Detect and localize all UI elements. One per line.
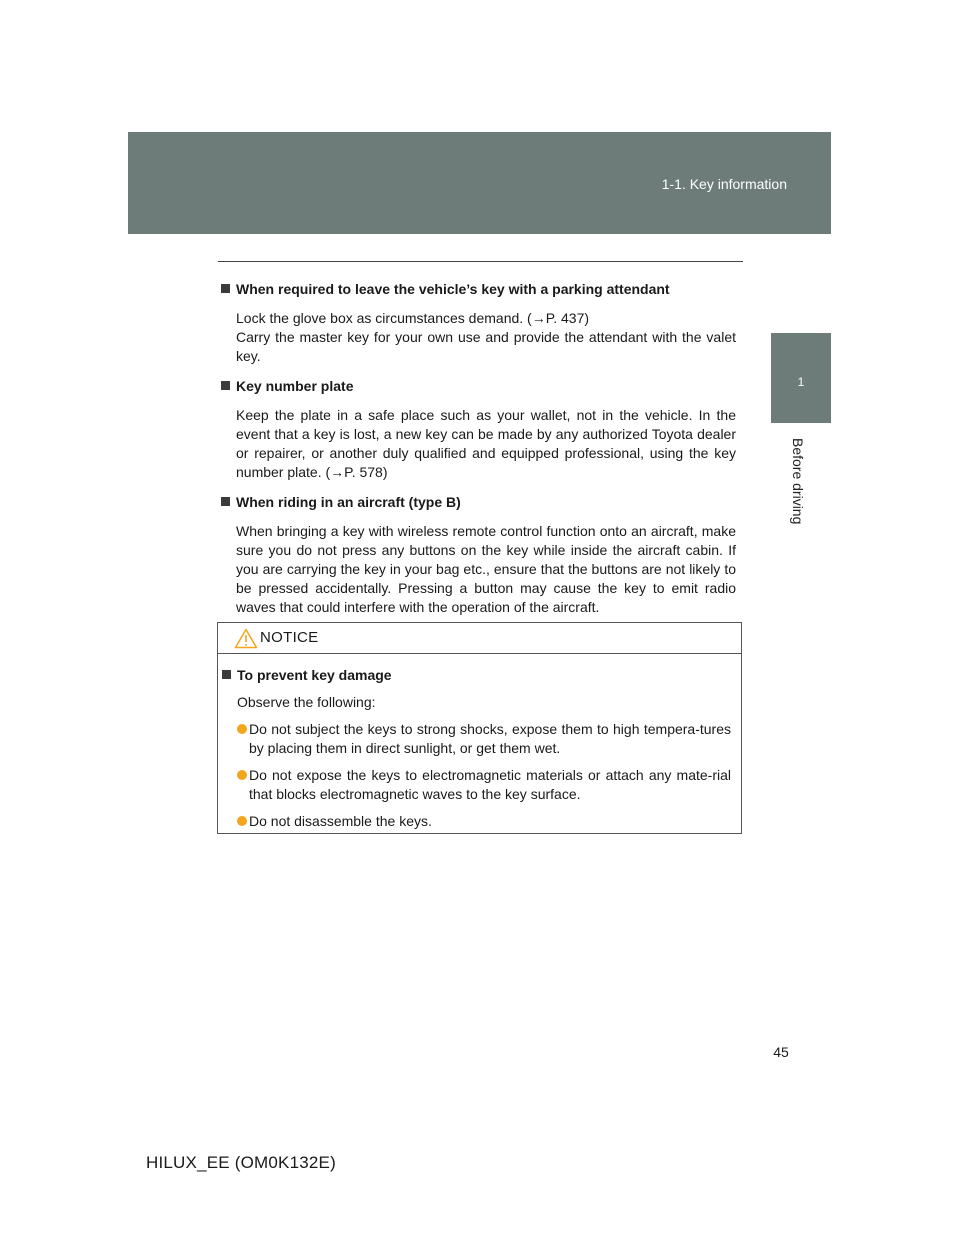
notice-heading: To prevent key damage <box>237 667 392 683</box>
info-item-key-number-plate <box>221 377 736 482</box>
bullet-dot-icon <box>237 770 247 780</box>
bullet-text: Do not disassemble the keys. <box>249 813 432 829</box>
bullet-text: Do not subject the keys to strong shocks, expose them to high tempera-tures by placing them in direct sunlight, or get them wet. <box>249 721 731 756</box>
notice-title: NOTICE <box>260 629 319 646</box>
bullet-dot-icon <box>237 816 247 826</box>
item-body-line: Keep the plate in a safe place such as your wallet, not in the vehicle. In the event that a key is lost, a new key can be made by any authorized Toyota dealer or repairer, or another duly qualified and equipped professional, using the key number plate. (→P. 578) <box>236 407 736 480</box>
square-bullet-icon <box>222 670 231 679</box>
info-item-parking-attendant <box>221 280 736 366</box>
item-heading: Key number plate <box>236 378 354 394</box>
list-item <box>237 812 731 831</box>
notice-intro: Observe the following: <box>237 694 376 710</box>
notice-box <box>217 622 742 834</box>
warning-triangle-icon <box>234 628 258 649</box>
notice-bullet-list <box>222 720 731 831</box>
header-band <box>128 132 831 234</box>
chapter-tab <box>771 333 831 423</box>
list-item <box>237 766 731 804</box>
chapter-number: 1 <box>797 375 805 389</box>
item-heading: When riding in an aircraft (type B) <box>236 494 461 510</box>
bullet-text: Do not expose the keys to electromagnetic materials or attach any mate-rial that blocks electromagnetic waves to the key surface. <box>249 767 731 802</box>
list-item <box>237 720 731 758</box>
item-body-line: When bringing a key with wireless remote control function onto an aircraft, make sure you do not press any buttons on the key while inside the aircraft cabin. If you are carrying the key in your bag etc., ensure that the buttons are not likely to be pressed accidentally. Pressing a button may cause the key to emit radio waves that could interfere with the operation of the aircraft. <box>236 523 736 615</box>
notice-body <box>218 654 741 831</box>
section-title: 1-1. Key information <box>661 176 787 192</box>
document-code: HILUX_EE (OM0K132E) <box>146 1153 336 1172</box>
chapter-label: Before driving <box>790 438 806 525</box>
square-bullet-icon <box>221 284 230 293</box>
notice-header <box>218 623 741 654</box>
section-divider <box>218 261 743 262</box>
square-bullet-icon <box>221 497 230 506</box>
item-body-line: Lock the glove box as circumstances demand. (→P. 437) <box>236 310 590 326</box>
info-item-aircraft <box>221 493 736 617</box>
bullet-dot-icon <box>237 724 247 734</box>
page-number: 45 <box>773 1044 789 1060</box>
item-heading: When required to leave the vehicle’s key with a parking attendant <box>236 281 670 297</box>
square-bullet-icon <box>221 381 230 390</box>
item-body-line: Carry the master key for your own use and provide the attendant with the valet key. <box>236 329 736 364</box>
content-area <box>221 280 736 628</box>
